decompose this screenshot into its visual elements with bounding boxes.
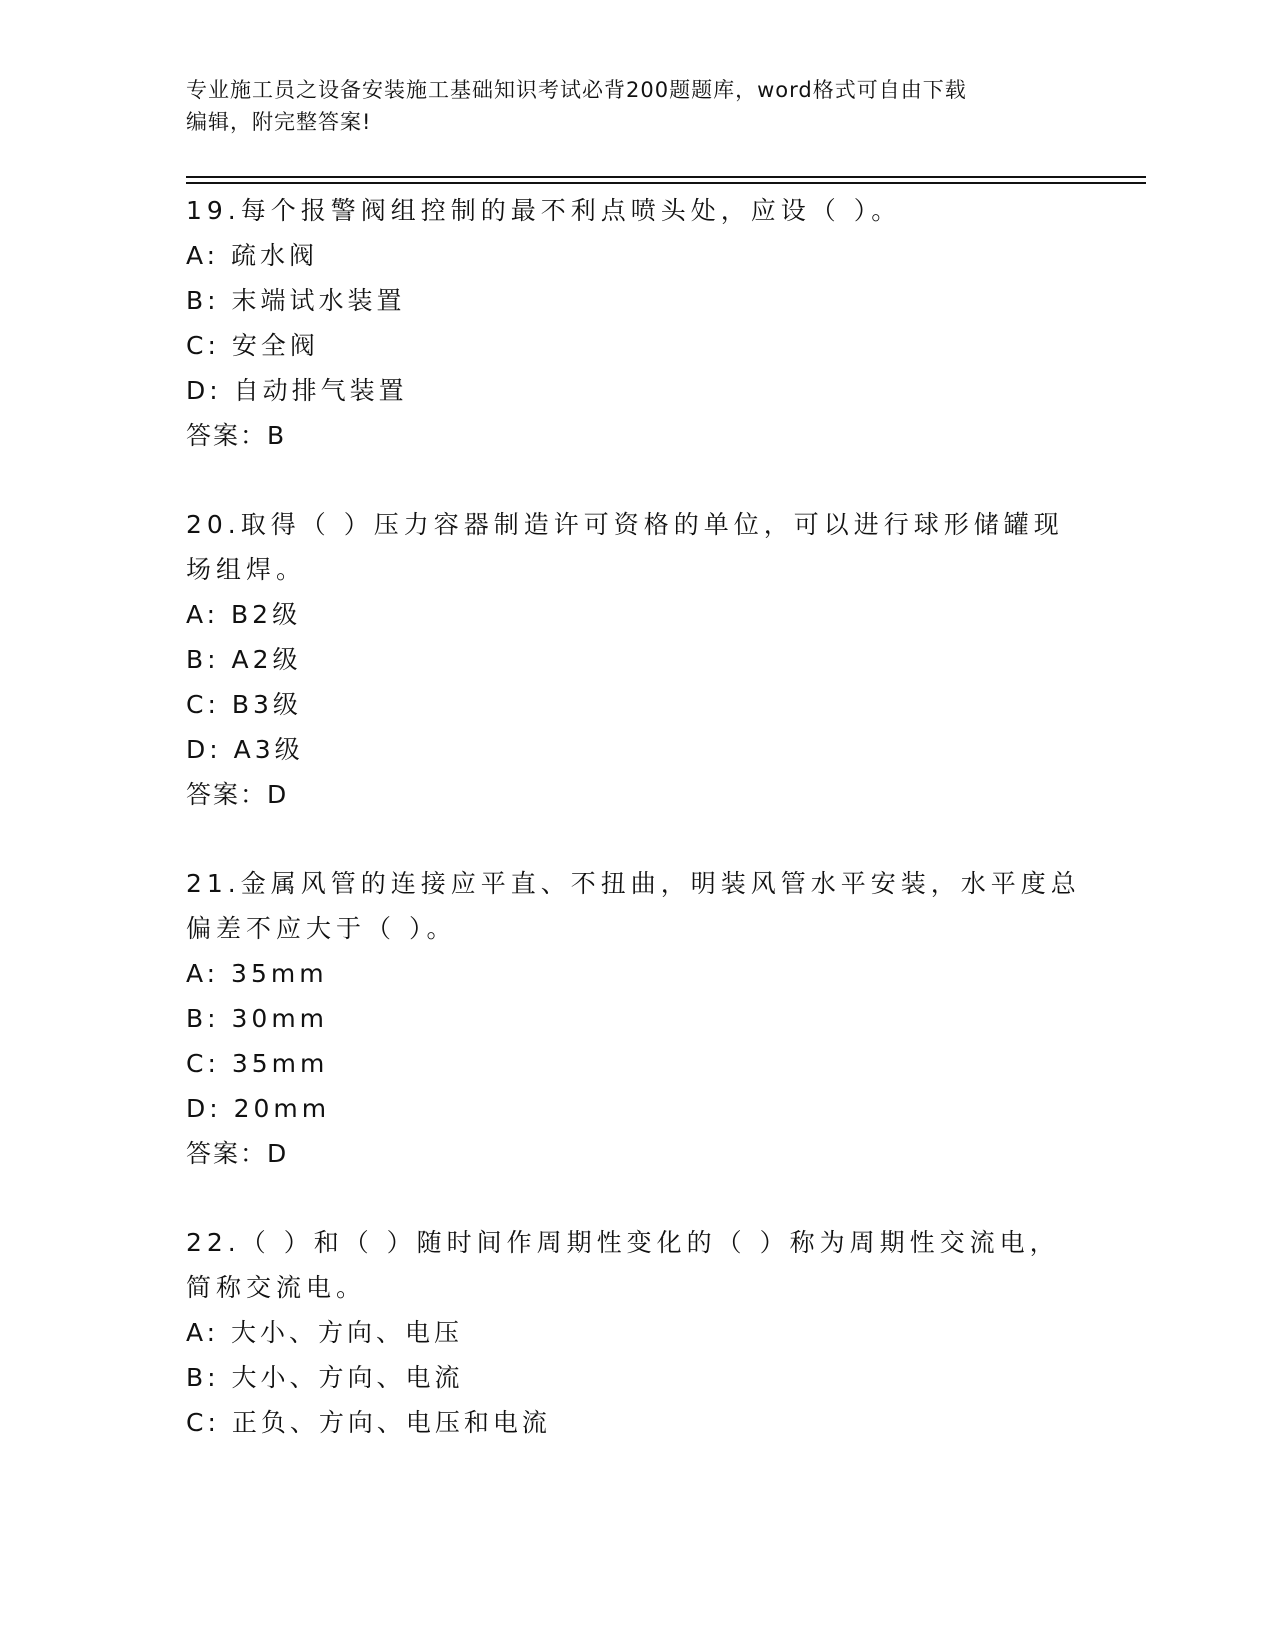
question-list bbox=[186, 188, 1086, 1489]
option-b: B: 大小、方向、电流 bbox=[186, 1363, 464, 1392]
answer-text: 答案：B bbox=[186, 421, 287, 450]
header-line-1: 专业施工员之设备安装施工基础知识考试必背200题题库，word格式可自由下载 bbox=[186, 78, 967, 102]
document-header bbox=[186, 74, 1066, 138]
option-b: B: 30mm bbox=[186, 1004, 329, 1033]
option-c: C: B3级 bbox=[186, 690, 302, 719]
question-text: 19.每个报警阀组控制的最不利点喷头处，应设（ ）。 bbox=[186, 196, 902, 225]
option-d: D: 自动排气装置 bbox=[186, 376, 408, 405]
question-text: 22.（ ）和（ ）随时间作周期性变化的（ ）称为周期性交流电，简称交流电。 bbox=[186, 1228, 1060, 1302]
option-d: D: A3级 bbox=[186, 735, 304, 764]
header-line-2: 编辑，附完整答案! bbox=[186, 110, 372, 134]
option-c: C: 安全阀 bbox=[186, 331, 319, 360]
answer-text: 答案：D bbox=[186, 780, 289, 809]
question-21 bbox=[186, 861, 1086, 1176]
option-a: A: B2级 bbox=[186, 600, 302, 629]
option-b: B: 末端试水装置 bbox=[186, 286, 406, 315]
question-text: 20.取得（ ）压力容器制造许可资格的单位，可以进行球形储罐现场组焊。 bbox=[186, 510, 1064, 584]
answer-text: 答案：D bbox=[186, 1139, 289, 1168]
option-c: C: 正负、方向、电压和电流 bbox=[186, 1408, 551, 1437]
option-a: A: 疏水阀 bbox=[186, 241, 319, 270]
option-b: B: A2级 bbox=[186, 645, 302, 674]
question-text: 21.金属风管的连接应平直、不扭曲，明装风管水平安装，水平度总偏差不应大于（ ）。 bbox=[186, 869, 1081, 943]
option-c: C: 35mm bbox=[186, 1049, 329, 1078]
question-20 bbox=[186, 502, 1086, 817]
header-divider-bottom bbox=[186, 182, 1146, 184]
question-19 bbox=[186, 188, 1086, 458]
option-d: D: 20mm bbox=[186, 1094, 331, 1123]
option-a: A: 35mm bbox=[186, 959, 328, 988]
question-22 bbox=[186, 1220, 1086, 1445]
header-divider-top bbox=[186, 176, 1146, 178]
option-a: A: 大小、方向、电压 bbox=[186, 1318, 464, 1347]
